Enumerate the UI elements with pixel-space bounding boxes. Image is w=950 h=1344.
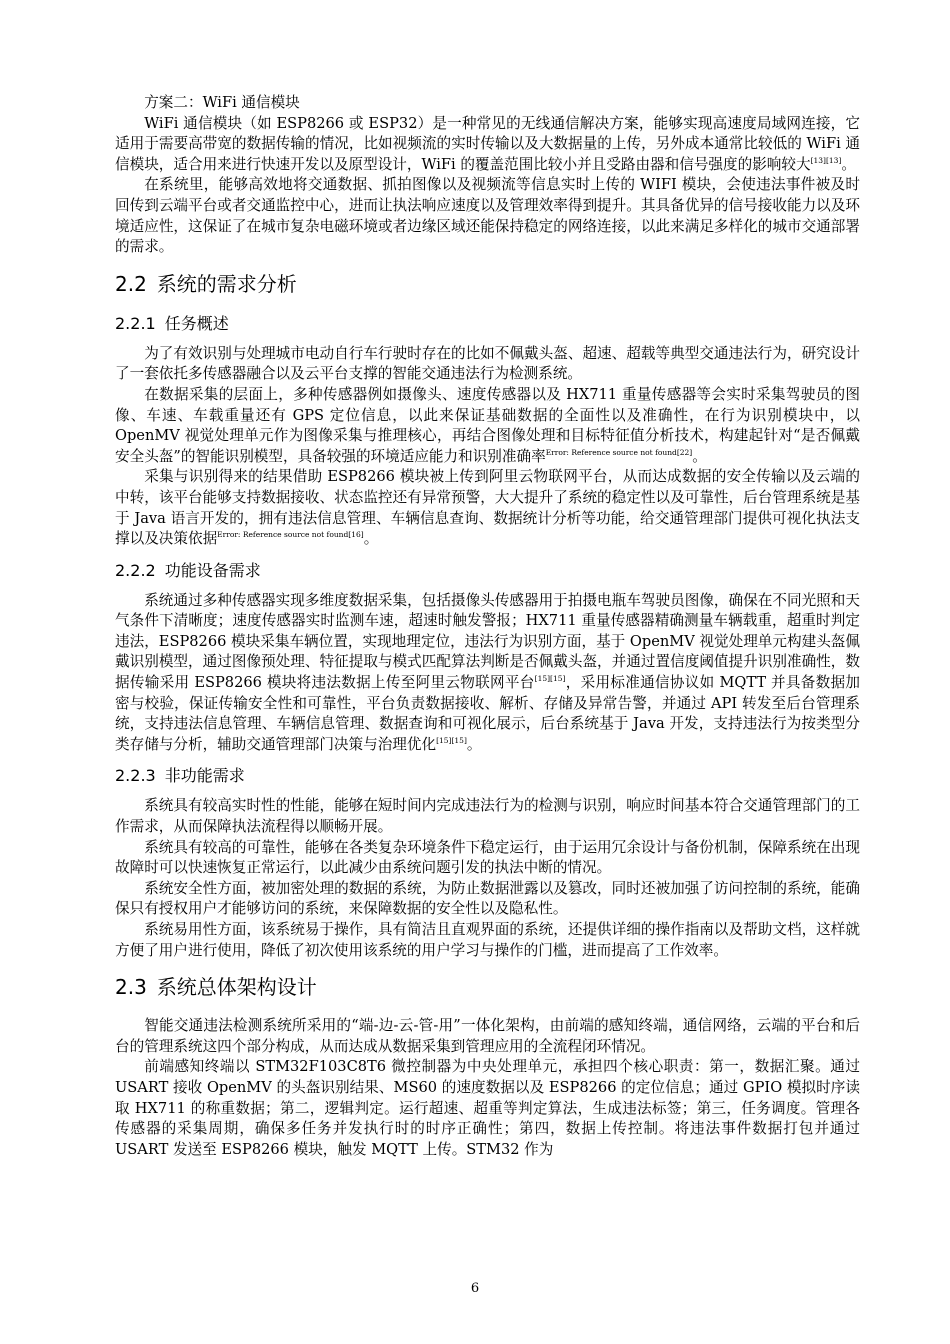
subsection-heading: 2.2.3 非功能需求 [115,766,245,786]
citation: [13][13] [810,155,842,165]
paragraph: 系统通过多种传感器实现多维度数据采集，包括摄像头传感器用于拍摄电瓶车驾驶员图像，确保在不同光照和天气条件下清晰度；速度传感器实时监测车速，超速时触发警报；HX711 重量传感器精确测量车辆载重，超重时判定违法，ESP8266 模块采集车辆位置，实现地理定位，违法行为识别方面，基于 OpenMV 视觉处理单元构建头盔佩戴识别模型，通过图像预处理、特征提取与模式匹配算法判断是否佩戴头盔，并通过置信度阈值提升识别准确性，数据传输采用 ESP8266 模块将违法数据上传至阿里云物联网平台[15][15]，采用标准通信协议如 MQTT 并具备数据加密与校验，保证传输安全性和可靠性，平台负责数据接收、解析、存储及异常告警，并通过 API 转发至后台管理系统，支持违法信息管理、车辆信息管理、数据查询和可视化展示，后台系统基于 Java 开发，支持违法行为按类型分类存储与分析，辅助交通管理部门决策与治理优化[15][15]。 [115,591,860,753]
paragraph: 采集与识别得来的结果借助 ESP8266 模块被上传到阿里云物联网平台，从而达成数据的安全传输以及云端的中转，该平台能够支持数据接收、状态监控还有异常预警，大大提升了系统的稳定性以及可靠性，后台管理系统是基于 Java 语言开发的，拥有违法信息管理、车辆信息查询、数据统计分析等功能，给交通管理部门提供可视化执法支撑以及决策依据$^{Error: Reference source not found[16]}$。 [115,468,860,548]
citation: [15][15] [436,735,467,745]
citation: Error: Reference source not found[22] [545,447,693,457]
document-page [115,93,860,1160]
page-number: 6 [470,1281,480,1296]
citation: Error: Reference source not found[16] [217,530,364,540]
paragraph: 系统易用性方面，该系统易于操作，具有简洁且直观界面的系统，还提供详细的操作指南以及帮助文档，这样就方便了用户进行使用，降低了初次使用该系统的用户学习与操作的门槛，进而提高了工作效率。 [115,921,860,959]
citation: [15][15] [534,674,566,684]
paragraph: 智能交通违法检测系统所采用的“端-边-云-管-用”一体化架构，由前端的感知终端，通信网络，云端的平台和后台的管理系统这四个部分构成，从而达成从数据采集到管理应用的全流程闭环情况。 [115,1017,860,1055]
paragraph: 系统安全性方面，被加密处理的数据的系统，为防止数据泄露以及篡改，同时还被加强了访问控制的系统，能确保只有授权用户才能够访问的系统，来保障数据的安全性以及隐私性。 [115,879,860,918]
paragraph: 为了有效识别与处理城市电动自行车行驶时存在的比如不佩戴头盔、超速、超载等典型交通违法行为，研究设计了一套依托多传感器融合以及云平台支撑的智能交通违法行为检测系统。 [115,344,860,383]
subsection-heading: 2.2.2 功能设备需求 [115,560,261,580]
subsection-heading: 2.2.1 任务概述 [115,313,229,333]
paragraph: 系统具有较高的可靠性，能够在各类复杂环境条件下稳定运行，由于运用冗余设计与备份机制，保障系统在出现故障时可以快速恢复正常运行，以此减少由系统问题引发的执法中断的情况。 [115,838,860,877]
paragraph: 前端感知终端以 STM32F103C8T6 微控制器为中央处理单元，承担四个核心职责：第一，数据汇聚。通过 USART 接收 OpenMV 的头盔识别结果、MS60 的速度数据以及 ESP8266 的定位信息；通过 GPIO 模拟时序读取 HX711 的称重数据；第二，逻辑判定。运行超速、超重等判定算法，生成违法标签；第三，任务调度。管理各传感器的采集周期，确保多任务并发执行时的时序正确性；第四，数据上传控制。将违法事件数据打包并通过 USART 发送至 ESP8266 模块，触发 MQTT 上传。STM32 作为 [115,1058,860,1158]
scheme-heading: 方案二：WiFi 通信模块 [144,94,300,111]
paragraph: 在系统里，能够高效地将交通数据、抓拍图像以及视频流等信息实时上传的 WIFI 模块，会使违法事件被及时回传到云端平台或者交通监控中心，进而让执法响应速度以及管理效率得到提升。其具备优异的信号接收能力以及环境适应性，这保证了在城市复杂电磁环境或者边缘区域还能保持稳定的网络连接，以此来满足多样化的城市交通部署的需求。 [115,176,860,256]
paragraph: 在数据采集的层面上，多种传感器例如摄像头、速度传感器以及 HX711 重量传感器等会实时采集驾驶员的图像、车速、车载重量还有 GPS 定位信息，以此来保证基础数据的全面性以及准确性，在行为识别模块中，以 OpenMV 视觉处理单元作为图像采集与推理核心，再结合图像处理和目标特征值分析技术，构建起针对“是否佩戴安全头盔”的智能识别模型，具备较强的环境适应能力和识别准确率$^{Error: Reference source not found[22]}$。 [115,385,860,465]
paragraph: WiFi 通信模块（如 ESP8266 或 ESP32）是一种常见的无线通信解决方案，能够实现高速度局域网连接，它适用于需要高带宽的数据传输的情况，比如视频流的实时传输以及大数据量的上传，另外成本通常比较低的 WiFi 通信模块，适合用来进行快速开发以及原型设计，WiFi 的覆盖范围比较小并且受路由器和信号强度的影响较大[13][13]。 [115,114,860,173]
section-heading: 2.2 系统的需求分析 [115,271,297,296]
section-heading: 2.3 系统总体架构设计 [115,975,317,1000]
paragraph: 系统具有较高实时性的性能，能够在短时间内完成违法行为的检测与识别，响应时间基本符合交通管理部门的工作需求，从而保障执法流程得以顺畅开展。 [115,797,860,836]
